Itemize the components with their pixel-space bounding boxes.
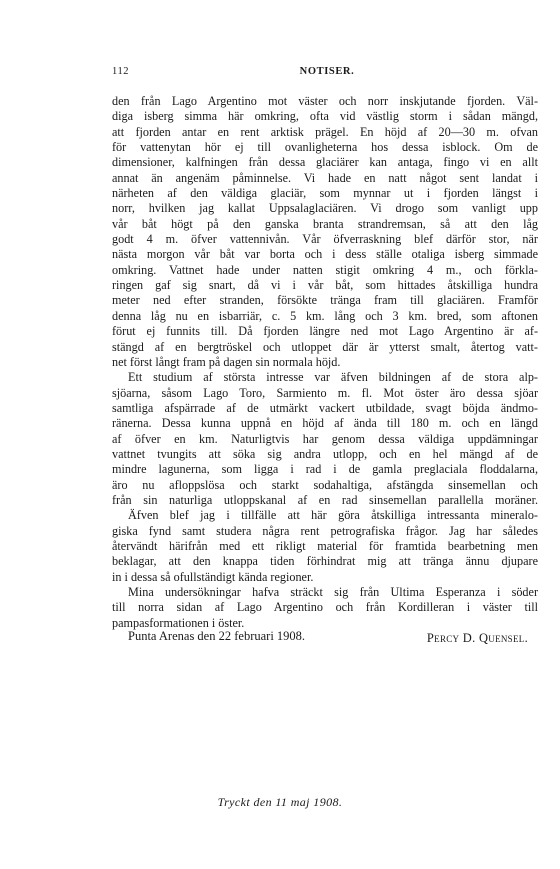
signoff	[128, 629, 540, 647]
text-line: vattnet tvungits att söka sig andra utlopp, och en hel mängd af de	[112, 446, 538, 461]
text-line: diga isberg simma här omkring, ofta vid västlig storm i sådan mängd,	[112, 109, 538, 124]
print-date-note: Tryckt den 11 maj 1908.	[217, 795, 343, 809]
text-line: förut ej funnits till. Då fjorden längre ned mot Lago Argentino är af-	[112, 324, 538, 339]
text-line: af öfver en km. Naturligtvis har genom dessa väldiga uppdämningar	[112, 431, 538, 446]
text-line: stängd af en bergtröskel och utloppet där är ytterst smalt, återtog vatt-	[112, 339, 538, 354]
text-line: återvändt härifrån med ett rikligt material för framtida bearbetning men	[112, 538, 538, 553]
text-line: annat än angenäm påminnelse. Vi hade en natt något sent landat i	[112, 170, 538, 185]
text-line: giska fynd samt studera några rent petrografiska frågor. Jag har således	[112, 523, 538, 538]
text-line: net först långt fram på dagen sin normala höjd.	[112, 354, 341, 369]
text-line: att fjorden antar en rent arktisk prägel. En höjd af 20—30 m. ofvan	[112, 124, 538, 139]
page-number: 112	[112, 66, 130, 77]
place-date: Punta Arenas den 22 februari 1908.	[128, 629, 306, 643]
text-line: beklagar, att den knappa tiden förhindrat mig att tränga ännu djupare	[112, 554, 538, 569]
text-line: sjöarna, såsom Lago Toro, Sarmiento m. fl. Mot öster äro dessa sjöar	[112, 385, 538, 400]
text-line: pampasformationen i öster.	[112, 615, 245, 630]
text-line: nästa morgon vår båt var borta och i dess ställe otaliga isberg simmade	[112, 247, 538, 262]
text-line: mindre lagunerna, som ligga i rad i de gamla preglaciala floddalarna,	[112, 462, 538, 477]
text-line: norr, hvilken jag kallat Uppsalaglaciären. Vi drogo som vanligt upp	[112, 201, 538, 216]
text-line: dimensioner, kalfningen från dessa glaciärer kan antaga, fingo vi en allt	[112, 155, 538, 170]
section-title: NOTISER.	[299, 66, 355, 77]
text-line: för vattenytan hör ej till ovanligheterna hos dessa isblock. Om de	[112, 140, 538, 155]
text-line: från sin naturliga utloppskanal af en rad sinsemellan parallella moräner.	[112, 492, 538, 507]
text-line: vår båt högt på den ganska branta strandremsan, så att den låg	[112, 216, 538, 231]
text-line: den från Lago Argentino mot väster och norr inskjutande fjorden. Väl-	[112, 94, 538, 108]
text-line: Ett studium af största intresse var äfven bildningen af de stora alp-	[128, 370, 538, 385]
text-line: in i dessa så ofullständigt kända regioner.	[112, 569, 314, 584]
text-line: Mina undersökningar hafva sträckt sig från Ultima Esperanza i söder	[128, 585, 538, 599]
text-line: Äfven blef jag i tillfälle att här göra åtskilliga intressanta mineralo-	[128, 508, 538, 523]
text-line: äro nu afloppslösa och starkt sodahaltiga, afstängda sinsemellan och	[112, 477, 538, 492]
text-line: till norra sidan af Lago Argentino och från Kordilleran i väster till	[112, 600, 538, 615]
text-line: ringen gaf sig snart, då vi i vår båt, som hittades åtskilliga hundra	[112, 278, 538, 293]
text-line: ränerna. Dessa kunna uppnå en höjd af ända till 180 m. och en längd	[112, 416, 538, 431]
author-name: Percy D. Quensel.	[426, 631, 528, 645]
text-line: godt 4 m. öfver vattennivån. Vår öfverraskning blef därför stor, när	[112, 232, 538, 247]
text-line: denna låg nu en isbarriär, c. 5 km. lång och 3 km. bred, som aftonen	[112, 308, 538, 323]
article-body	[112, 94, 538, 631]
text-line: samtliga afspärrade af de utmärkt vackert utbildade, svagt böjda ändmo-	[112, 400, 538, 415]
text-line: närheten af den väldiga glaciär, som mynnar ut i fjorden längst i	[112, 186, 538, 201]
text-line: omkring. Vattnet hade under natten stigit omkring 4 m., och förkla-	[112, 262, 538, 277]
text-line: meter ned efter stranden, försökte tränga fram till glaciären. Framför	[112, 293, 538, 308]
running-head	[112, 66, 542, 82]
